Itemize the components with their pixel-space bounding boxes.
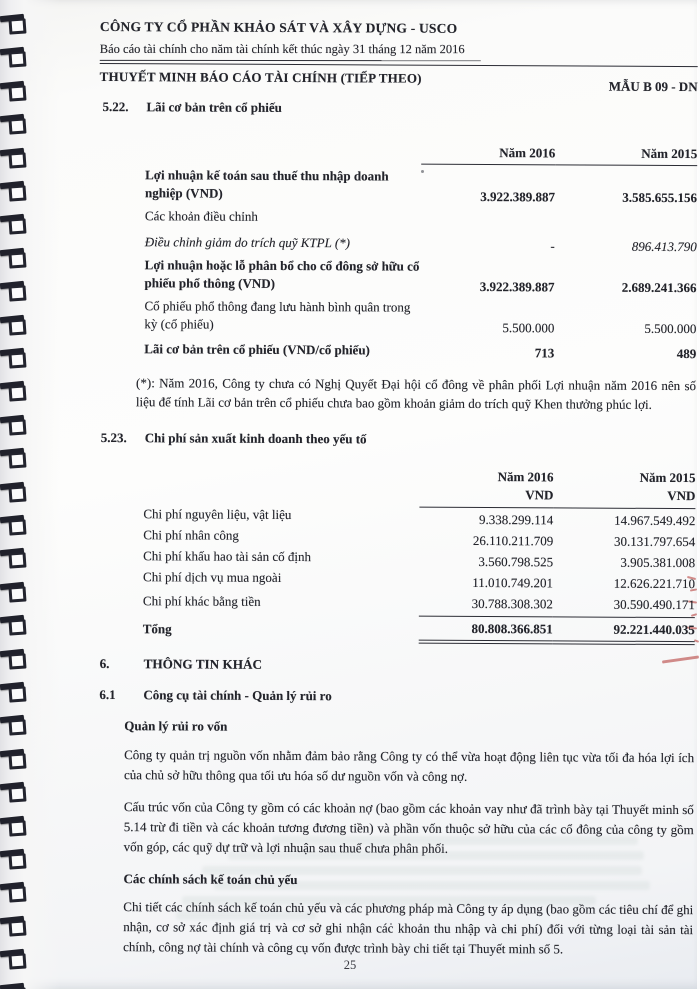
spiral-binding-loop [0,747,36,773]
report-period: Báo cáo tài chính cho năm tài chính kết thúc ngày 31 tháng 12 năm 2016 [100,40,481,61]
table-cell-2016: 3.560.798.525 [478,554,554,570]
table-row-label: Chi phí dịch vụ mua ngoài [143,569,282,586]
section-6-1-heading [96,686,694,707]
unit-label: VND [525,487,554,503]
paragraph: Chi tiết các chính sách kế toán chủ yếu và các phương pháp mà Công ty áp dụng (bao gồm các tiêu chí để ghi nhận, cơ sở xác định giá trị và cơ sở ghi nhận các khoản thu nhập và chi phí) đối với từng loại tài sản tài chính, công nợ tài chính và công cụ vốn được trình bày chi tiết tại Thuyết minh số 5. [123,899,694,957]
table-cell-2015: 30.590.490.171 [553,593,695,618]
section-title: THÔNG TIN KHÁC [143,656,263,672]
spiral-binding-loop [0,146,36,172]
column-header-2016: Năm 2016 [421,143,555,165]
eps-footnote: (*): Năm 2016, Công ty chưa có Nghị Quyết Đại hội cổ đông về phân phối Lợi nhuận năm 2016 nên số liệu để tính Lãi cơ bản trên cổ phiếu chưa bao gồm khoản giảm do trích quỹ Khen thưởng phúc lợi. [135,374,697,412]
section-6-heading [97,655,695,677]
document-title: THUYẾT MINH BÁO CÁO TÀI CHÍNH (TIẾP THEO) [99,69,422,87]
section-number: 5.22. [102,98,129,114]
spiral-binding-loop [0,45,36,71]
spiral-binding-loop [0,647,36,673]
table-cell-2016: 30.788.308.302 [419,592,553,617]
spiral-binding-loop [0,914,36,940]
spiral-binding-loop [0,680,36,706]
spiral-binding-loop [0,981,36,989]
table-cell-2016: 26.110.211.709 [472,532,554,549]
paragraph: Cấu trúc vốn của Công ty gồm có các khoản nợ (bao gồm các khoản vay như đã trình bày tại Thuyết minh số 5.14 trừ đi tiền và các khoản tương đương tiền) và phần vốn thuộc sở hữu của các cổ đông của công ty gồm vốn góp, các quỹ dự trữ và lợi nhuận sau thuế chưa phân phối. [123,798,694,856]
spiral-binding [0,0,40,989]
section-title: Lãi cơ bản trên cổ phiếu [146,98,282,115]
table-total-label: Tổng [142,620,172,636]
table-cell-2016: 5.500.000 [502,320,555,336]
spiral-binding-loop [0,79,36,105]
spiral-binding-loop [0,580,36,606]
table-cell-2015: 3.585.655.156 [622,189,698,206]
table-row-label: Chi phí nguyên liệu, vật liệu [143,505,292,522]
form-code-label: MẪU B 09 - DN [608,79,698,95]
table-row-label: Chi phí khác bằng tiền [142,593,261,610]
section-5-23-heading [98,429,696,450]
table-cell-2015: 5.500.000 [644,321,697,337]
column-header-2015: Năm 2015 [555,144,697,166]
table-cell-2016: 3.922.389.887 [480,189,556,205]
spiral-binding-loop [0,279,36,305]
table-cell-2015: 489 [676,346,697,362]
table-cell-2016: 713 [534,345,555,361]
table-cell-2016: 3.922.389.887 [479,278,555,295]
spiral-binding-loop [0,346,36,372]
spiral-binding-loop [0,513,36,539]
spiral-binding-loop [0,313,36,339]
spiral-binding-loop [0,179,36,205]
paragraph: Công ty quản trị nguồn vốn nhằm đảm bảo rằng Công ty có thể vừa hoạt động liên tục vừa tối đa hóa lợi ích của chủ sở hữu thông qua tối ưu hóa số dư nguồn vốn và công nợ. [123,746,695,784]
unit-label: VND [667,488,696,504]
subheading-capital-risk: Quản lý rủi ro vốn [124,718,228,735]
spiral-binding-loop [0,446,36,472]
subheading-accounting-policies: Các chính sách kế toán chủ yếu [123,870,298,887]
spiral-binding-loop [0,814,36,840]
table-cell-2015: 14.967.549.492 [614,512,696,528]
table-cell-2015: 12.626.221.710 [613,575,696,592]
table-cell-2016: - [550,237,555,253]
spiral-binding-loop [0,880,36,906]
column-header-2016: Năm 2016 VND [419,465,553,508]
spiral-binding-loop [0,546,36,572]
table-row-label: Cổ phiếu phổ thông đang lưu hành bình quân trong kỳ (cổ phiếu) [144,298,411,332]
table-row-label: Lợi nhuận kế toán sau thuế thu nhập doanh nghiệp (VND) [145,167,389,201]
section-title: Chi phí sản xuất kinh doanh theo yếu tố [144,430,367,447]
spiral-binding-loop [0,413,36,439]
table-row-label: Các khoản điều chỉnh [144,208,258,225]
table-total-2015: 92.221.440.035 [553,617,695,645]
table-cell-2016: 9.338.299.114 [479,511,554,528]
table-total-2016: 80.808.366.851 [419,616,553,644]
table-row-label: Lợi nhuận hoặc lỗ phân bổ cho cổ đông sở hữu cổ phiếu phổ thông (VND) [144,256,420,291]
section-title: Công cụ tài chính - Quản lý rủi ro [143,687,332,704]
table-cell-2016: 11.010.749.201 [472,575,554,591]
spiral-binding-loop [0,780,36,806]
expense-table [97,459,696,641]
document-content [95,12,698,960]
spiral-binding-loop [0,713,36,739]
table-cell-2015: 3.905.381.008 [620,554,696,571]
spiral-binding-loop [0,379,36,405]
column-header-2015: Năm 2015 VND [553,466,695,509]
eps-table [98,140,697,362]
spiral-binding-loop [0,613,36,639]
table-row-label: Điều chỉnh giảm do trích quỹ KTPL (*) [144,233,351,250]
table-row-label: Lãi cơ bản trên cổ phiếu (VND/cổ phiếu) [144,341,370,358]
section-number: 6. [99,655,110,671]
spiral-binding-loop [0,847,36,873]
document-title-row [99,68,698,95]
table-cell-2015: 30.131.797.654 [613,533,696,549]
table-row-label: Chi phí khấu hao tài sản cố định [143,548,312,565]
spiral-binding-loop [0,12,36,38]
section-number: 5.23. [100,430,127,446]
section-number: 6.1 [99,687,116,703]
company-name: CÔNG TY CỔ PHẦN KHẢO SÁT VÀ XÂY DỰNG - USCO [99,18,458,36]
page-number: 25 [343,958,357,972]
table-cell-2015: 896.413.790 [631,238,697,254]
table-cell-2015: 2.689.241.366 [621,279,697,296]
spiral-binding-loop [0,112,36,138]
table-row-label: Chi phí nhân công [143,527,239,543]
spiral-binding-loop [0,246,36,272]
section-5-22-heading [99,98,697,119]
header-rule [100,63,698,67]
spiral-binding-loop [0,212,36,238]
spiral-binding-loop [0,480,36,506]
